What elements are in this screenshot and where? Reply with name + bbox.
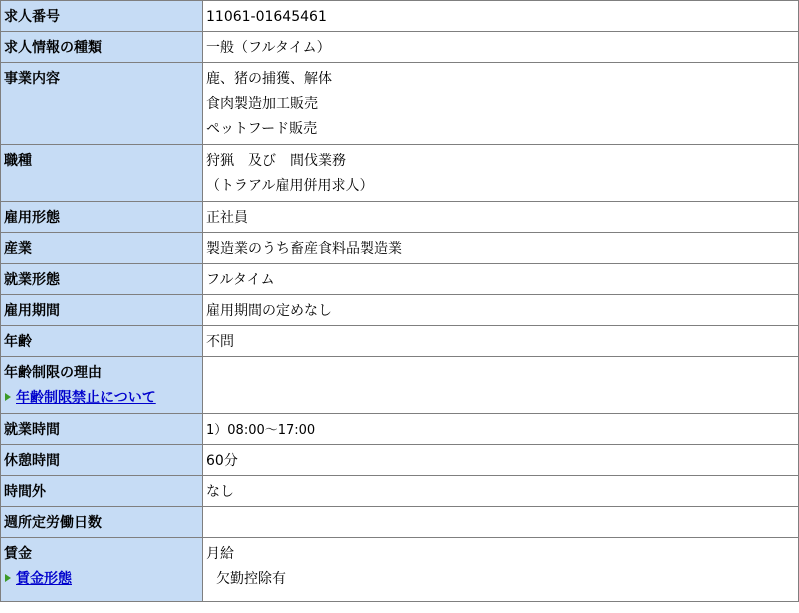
value-line: 60分 bbox=[206, 453, 238, 469]
row-value bbox=[203, 295, 799, 326]
row-label: 雇用期間 bbox=[1, 295, 203, 326]
row-label: 時間外 bbox=[1, 476, 203, 507]
value-line: 鹿、猪の捕獲、解体 bbox=[206, 71, 332, 87]
row-value bbox=[203, 538, 799, 602]
help-link-line bbox=[4, 567, 199, 592]
age-restriction-help-link[interactable]: 年齢制限禁止について bbox=[16, 390, 156, 406]
table-row bbox=[1, 264, 799, 295]
row-label: 賃金 bbox=[4, 546, 32, 562]
row-value bbox=[203, 32, 799, 63]
table-row bbox=[1, 1, 799, 32]
value-line: 一般（フルタイム） bbox=[206, 40, 331, 56]
value-line: 月給 bbox=[206, 546, 234, 562]
table-row bbox=[1, 445, 799, 476]
triangle-bullet-icon bbox=[5, 393, 11, 401]
table-row bbox=[1, 295, 799, 326]
value-line: 欠勤控除有 bbox=[216, 571, 286, 587]
row-label: 事業内容 bbox=[1, 63, 203, 145]
row-label: 求人情報の種類 bbox=[1, 32, 203, 63]
value-line: 正社員 bbox=[206, 210, 248, 226]
wage-type-help-link[interactable]: 賃金形態 bbox=[16, 571, 72, 587]
row-value bbox=[203, 357, 799, 414]
row-value bbox=[203, 476, 799, 507]
value-line: 食肉製造加工販売 bbox=[206, 96, 318, 112]
value-line: （トラアル雇用併用求人） bbox=[206, 178, 374, 194]
table-row bbox=[1, 357, 799, 414]
row-label: 年齢制限の理由 bbox=[4, 365, 102, 381]
table-row bbox=[1, 326, 799, 357]
row-label: 休憩時間 bbox=[1, 445, 203, 476]
row-value bbox=[203, 414, 799, 445]
value-line: 11061-01645461 bbox=[206, 9, 327, 25]
row-value bbox=[203, 507, 799, 538]
row-value bbox=[203, 145, 799, 202]
triangle-bullet-icon bbox=[5, 574, 11, 582]
row-value bbox=[203, 1, 799, 32]
table-row bbox=[1, 507, 799, 538]
row-value bbox=[203, 233, 799, 264]
value-line: フルタイム bbox=[206, 272, 275, 288]
table-row bbox=[1, 145, 799, 202]
row-value bbox=[203, 445, 799, 476]
row-label: 年齢 bbox=[1, 326, 203, 357]
row-label: 週所定労働日数 bbox=[1, 507, 203, 538]
table-row bbox=[1, 233, 799, 264]
value-line: 雇用期間の定めなし bbox=[206, 303, 332, 319]
value-line: 不問 bbox=[206, 334, 234, 350]
row-value bbox=[203, 63, 799, 145]
row-label: 雇用形態 bbox=[1, 202, 203, 233]
table-row bbox=[1, 414, 799, 445]
value-line: 狩猟 及び 間伐業務 bbox=[206, 153, 346, 169]
row-label-with-link bbox=[1, 538, 203, 602]
row-label: 就業時間 bbox=[1, 414, 203, 445]
row-label: 産業 bbox=[1, 233, 203, 264]
table-row bbox=[1, 202, 799, 233]
row-value bbox=[203, 264, 799, 295]
row-label: 職種 bbox=[1, 145, 203, 202]
row-label: 就業形態 bbox=[1, 264, 203, 295]
value-line: 製造業のうち畜産食料品製造業 bbox=[206, 241, 402, 257]
help-link-line bbox=[4, 386, 199, 411]
row-value bbox=[203, 326, 799, 357]
value-line: なし bbox=[206, 484, 234, 500]
table-row bbox=[1, 63, 799, 145]
value-line: 1）08:00～17:00 bbox=[206, 423, 316, 438]
table-row bbox=[1, 32, 799, 63]
table-row bbox=[1, 538, 799, 602]
row-label-with-link bbox=[1, 357, 203, 414]
row-value bbox=[203, 202, 799, 233]
value-line: ペットフード販売 bbox=[206, 121, 318, 137]
table-row bbox=[1, 476, 799, 507]
row-label: 求人番号 bbox=[1, 1, 203, 32]
